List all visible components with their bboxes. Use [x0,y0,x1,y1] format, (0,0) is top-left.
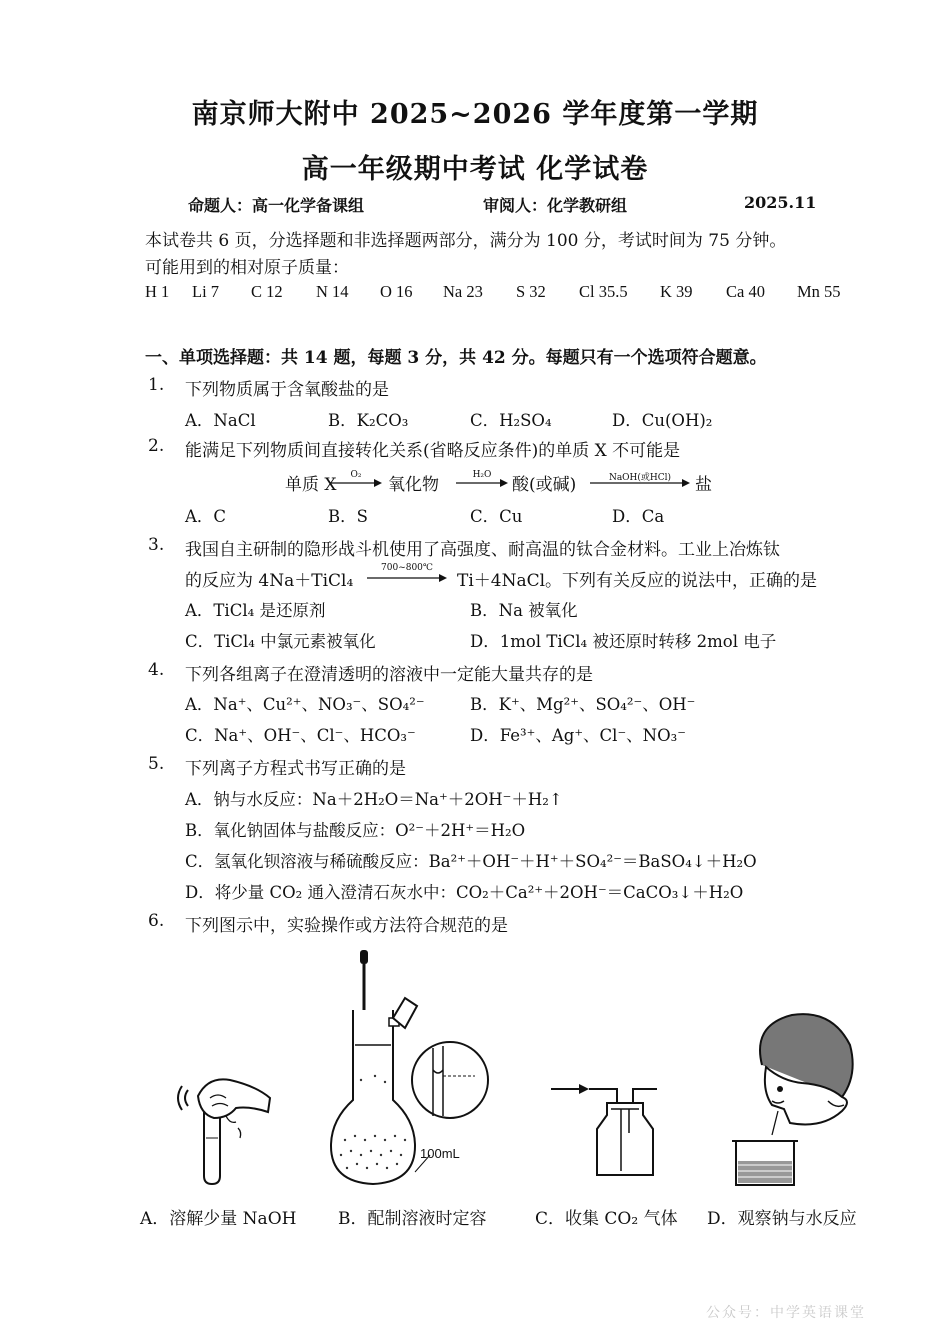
q6-option-a: A．溶解少量 NaOH [140,1209,297,1229]
q6-option-d: D．观察钠与水反应 [707,1209,857,1229]
q2-option-a: A．C [185,507,227,526]
q3-stem-line1: 我国自主研制的隐形战斗机使用了高强度、耐高温的钛合金材料。工业上冶炼钛 [185,540,780,560]
mass-item: Cl 35.5 [579,282,628,301]
q6-number: 6. [148,911,165,931]
q5-option-a: A．钠与水反应：Na＋2H₂O＝Na⁺＋2OH⁻＋H₂↑ [185,790,563,809]
mass-item: S 32 [516,282,546,301]
masses-title: 可能用到的相对原子质量： [145,258,349,278]
q4-stem: 下列各组离子在澄清透明的溶液中一定能大量共存的是 [185,665,593,685]
mass-item: Ca 40 [726,282,765,301]
exam-intro: 本试卷共 6 页，分选择题和非选择题两部分，满分为 100 分，考试时间为 75 分钟。 [145,231,787,251]
q2-cond-naoh: NaOH(或HCl) [608,473,672,483]
q6-option-c: C．收集 CO₂ 气体 [535,1209,678,1229]
q2-option-c: C．Cu [470,507,523,526]
q4-option-b: B．K⁺、Mg²⁺、SO₄²⁻、OH⁻ [470,695,696,714]
observing-reaction-figure [732,1005,872,1190]
q3-stem-pre: 的反应为 4Na＋TiCl₄ [185,571,354,591]
section-heading: 一、单项选择题：共 14 题，每题 3 分，共 42 分。每题只有一个选项符合题意。 [145,348,767,368]
mass-item: H 1 [145,282,170,301]
arrow-icon [590,478,690,488]
q2-option-d: D．Ca [612,507,665,526]
q1-number: 1. [148,375,165,395]
mass-item: N 14 [316,282,349,301]
q1-option-b: B．K₂CO₃ [328,411,409,430]
q2-flow-oxide: 氧化物 [388,475,439,495]
q6-stem: 下列图示中，实验操作或方法符合规范的是 [185,916,508,936]
volumetric-flask-figure [325,950,505,1190]
test-tube-shaking-figure [170,1068,280,1188]
q4-option-d: D．Fe³⁺、Ag⁺、Cl⁻、NO₃⁻ [470,726,686,745]
q3-option-c: C．TiCl₄ 中氯元素被氧化 [185,632,376,651]
gas-bottle-figure [545,1075,665,1185]
exam-title-line1: 南京师大附中 2025~2026 学年度第一学期 [191,99,759,130]
q3-stem-post: Ti＋4NaCl。下列有关反应的说法中，正确的是 [457,571,818,591]
q4-option-a: A．Na⁺、Cu²⁺、NO₃⁻、SO₄²⁻ [185,695,425,714]
flask-volume-label: 100mL [420,1146,460,1161]
q3-condition: 700~800℃ [381,563,433,573]
q1-option-c: C．H₂SO₄ [470,411,552,430]
q5-number: 5. [148,754,165,774]
q3-option-b: B．Na 被氧化 [470,601,578,620]
q2-option-b: B．S [328,507,368,526]
mass-item: C 12 [251,282,283,301]
mass-item: Na 23 [443,282,483,301]
q2-cond-o2: O₂ [350,470,362,480]
q1-option-a: A．NaCl [185,411,256,430]
q3-option-d: D．1mol TiCl₄ 被还原时转移 2mol 电子 [470,632,777,651]
arrow-icon [367,573,447,583]
q5-option-c: C．氢氧化钡溶液与稀硫酸反应：Ba²⁺＋OH⁻＋H⁺＋SO₄²⁻＝BaSO₄↓＋H₂O [185,852,757,871]
mass-item: K 39 [660,282,693,301]
q3-option-a: A．TiCl₄ 是还原剂 [185,601,326,620]
q2-flow-acid: 酸(或碱) [512,475,577,495]
q5-option-d: D．将少量 CO₂ 通入澄清石灰水中：CO₂＋Ca²⁺＋2OH⁻＝CaCO₃↓＋H₂O [185,883,744,902]
exam-title-line2: 高一年级期中考试 化学试卷 [301,154,649,185]
q2-number: 2. [148,436,165,456]
exam-date: 2025.11 [744,193,817,212]
q5-stem: 下列离子方程式书写正确的是 [185,759,406,779]
q4-number: 4. [148,660,165,680]
q3-number: 3. [148,535,165,555]
atomic-masses-row [0,282,950,304]
q2-flow-salt: 盐 [695,475,712,495]
mass-item: Li 7 [192,282,220,301]
q1-option-d: D．Cu(OH)₂ [612,411,713,430]
q1-stem: 下列物质属于含氧酸盐的是 [185,380,389,400]
q6-option-b: B．配制溶液时定容 [338,1209,487,1229]
q4-option-c: C．Na⁺、OH⁻、Cl⁻、HCO₃⁻ [185,726,416,745]
mass-item: O 16 [380,282,413,301]
watermark-text: 公众号：中学英语课堂 [706,1305,866,1321]
q2-flow-element: 单质 X [285,475,337,495]
q2-stem: 能满足下列物质间直接转化关系(省略反应条件)的单质 X 不可能是 [185,441,681,461]
q2-cond-h2o: H₂O [472,470,492,480]
arrow-icon [330,478,382,488]
reviewer-label: 审阅人：化学教研组 [483,196,628,215]
q5-option-b: B．氧化钠固体与盐酸反应：O²⁻＋2H⁺＝H₂O [185,821,526,840]
arrow-icon [456,478,508,488]
mass-item: Mn 55 [797,282,841,301]
author-label: 命题人：高一化学备课组 [188,196,365,215]
